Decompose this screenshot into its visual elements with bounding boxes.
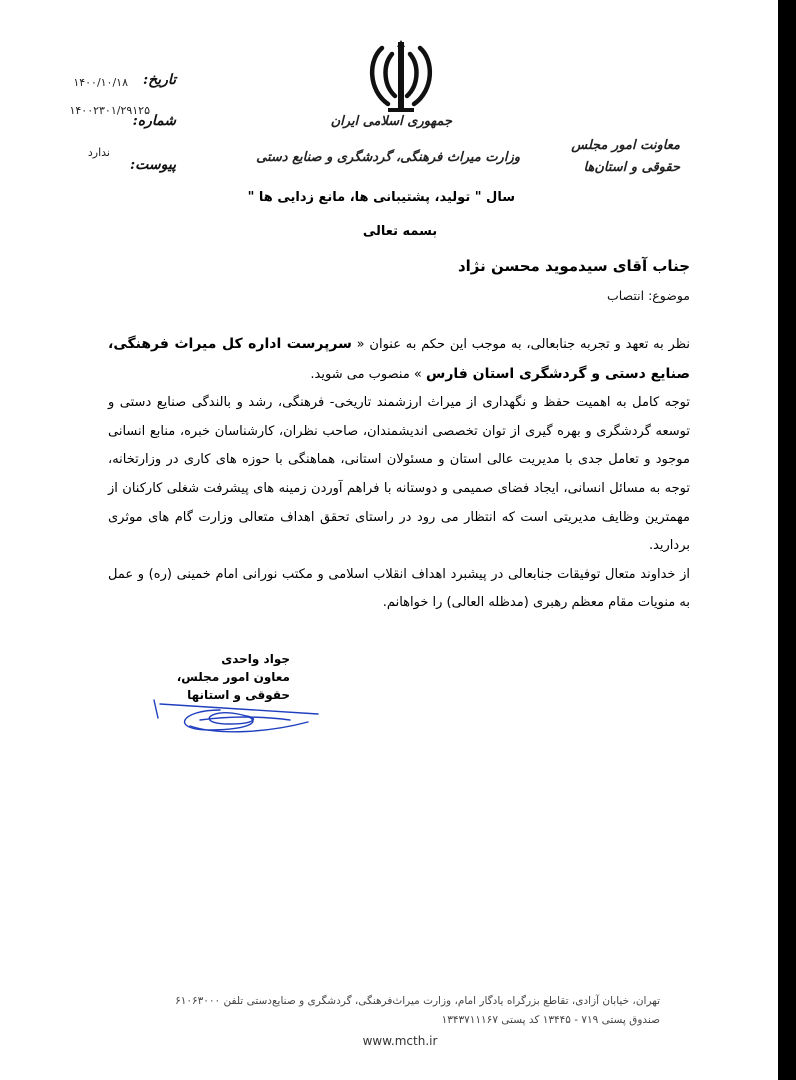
- department-line-2: حقوقی و استان‌ها: [583, 160, 680, 175]
- signer-title-line-2: حقوقی و استانها: [187, 688, 290, 702]
- footer-address: [120, 992, 660, 1030]
- number-label: شماره:: [132, 113, 176, 129]
- body-paragraph-1: [108, 330, 690, 389]
- date-value: ۱۴۰۰/۱۰/۱۸: [73, 76, 128, 89]
- signer-name: جواد واحدی: [221, 652, 290, 666]
- handwritten-signature: [150, 696, 320, 740]
- recipient-name: جناب آقای سیدموید محسن نژاد: [457, 257, 690, 275]
- attachment-value: ندارد: [87, 146, 110, 159]
- iran-emblem-icon: [362, 38, 440, 118]
- signer-title-line-1: معاون امور مجلس،: [176, 670, 290, 684]
- website-link[interactable]: www.mcth.ir: [362, 1034, 438, 1048]
- appointment-title: سرپرست اداره کل میراث فرهنگی، صنایع دستی و گردشگری استان فارس: [108, 336, 690, 382]
- attachment-label: پیوست:: [130, 157, 176, 173]
- body-p1-prefix: نظر به تعهد و تجربه جنابعالی، به موجب این حکم به عنوان «: [351, 337, 691, 352]
- footer-address-line: تهران، خیابان آزادی، تقاطع بزرگراه یادگار امام، وزارت میراث‌فرهنگی، گردشگری و صنایع‌دستی تلفن ۶۱۰۶۳۰۰۰: [175, 995, 660, 1007]
- ministry-name: وزارت میراث فرهنگی، گردشگری و صنایع دستی: [256, 150, 520, 165]
- subject-line: موضوع: انتصاب: [606, 288, 690, 303]
- letter-body: [108, 330, 690, 618]
- republic-name: جمهوری اسلامی ایران: [330, 114, 452, 129]
- number-value: ۱۴۰۰۲۳۰۱/۲۹۱۲۵: [69, 104, 150, 117]
- footer-postal-line: صندوق پستی ۷۱۹ - ۱۳۴۴۵ کد پستی ۱۳۴۳۷۱۱۱۶۷: [441, 1014, 660, 1026]
- body-paragraph-3: از خداوند متعال توفیقات جنابعالی در پیشبرد اهداف انقلاب اسلامی و مکتب نورانی امام خمینی (ره) و عمل به منویات مقام معظم رهبری (مدظله العالی) را خواهانم.: [108, 566, 690, 611]
- body-p1-suffix: » منصوب می شوید.: [310, 366, 426, 382]
- body-paragraph-2: توجه کامل به اهمیت حفظ و نگهداری از میراث ارزشمند تاریخی- فرهنگی، رشد و بالندگی صنایع دستی و توسعه گردشگری و بهره گیری از توان تخصصی اندیشمندان، صاحب نظران، کارشناسان خبره، منابع انسانی موجود و تعامل جدی با مدیریت عالی استان و مسئولان استانی، هماهنگی با حوزه های کاری در وزارتخانه، توجه به مسائل انسانی، ایجاد فضای صمیمی و دوستانه با فراهم آوردن زمینه های پیشرفت شغلی کارکنان از مهمترین وظایف مدیریتی است که انتظار می رود در راستای تحقق اهداف متعالی وزارت گام های موثری بردارید.: [108, 395, 690, 554]
- department-line-1: معاونت امور مجلس: [571, 138, 680, 153]
- year-slogan: سال " تولید، پشتیبانی ها، مانع زدایی ها ": [247, 190, 515, 205]
- date-label: تاریخ:: [142, 72, 176, 88]
- basmala: بسمه تعالی: [362, 224, 438, 239]
